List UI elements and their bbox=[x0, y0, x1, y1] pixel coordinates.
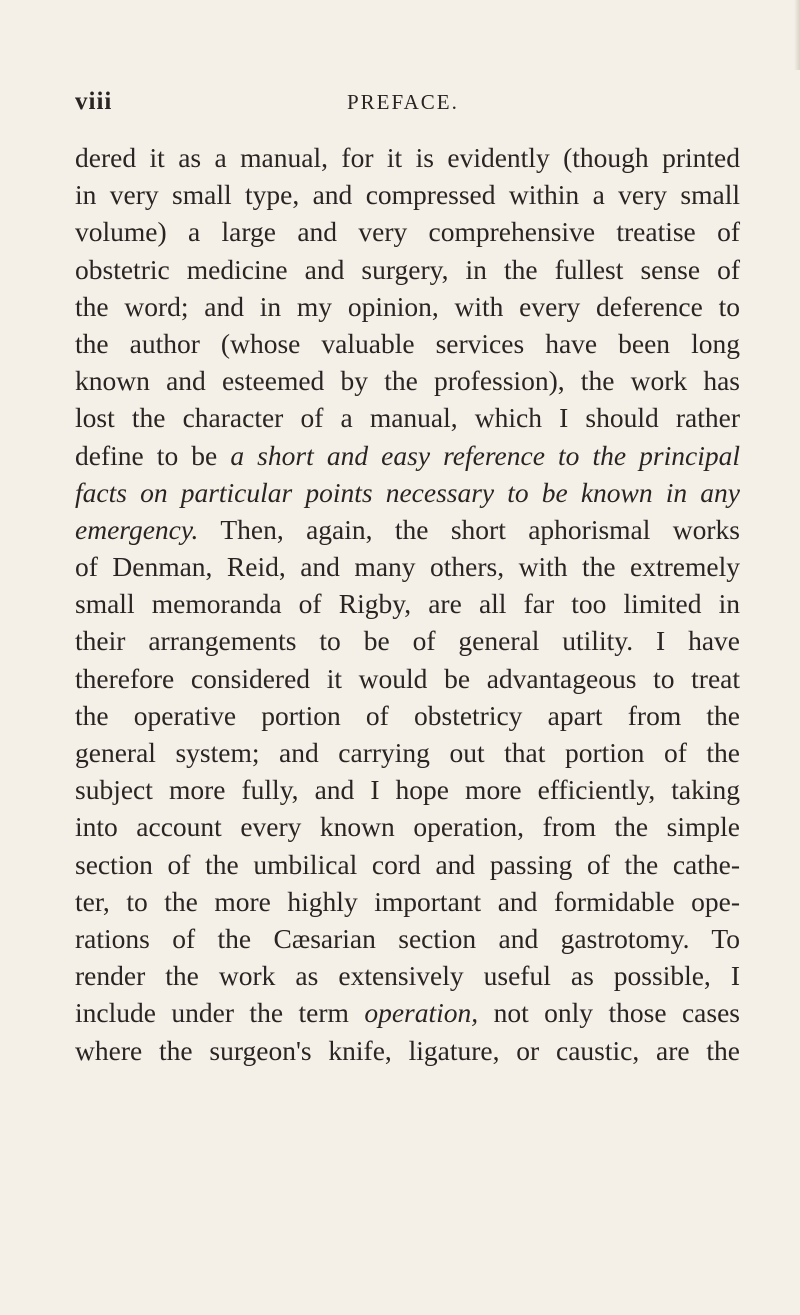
text-segment: the word; and in my opinion, with every deference to bbox=[75, 290, 740, 322]
text-line bbox=[75, 771, 740, 808]
text-line bbox=[75, 697, 740, 734]
italic-text: operation, bbox=[364, 997, 479, 1029]
text-segment: general system; and carrying out that portion of the bbox=[75, 737, 740, 768]
text-line bbox=[75, 622, 740, 659]
text-segment: not only those cases bbox=[478, 997, 740, 1029]
italic-text: a short and easy reference to the principal bbox=[230, 439, 740, 471]
text-segment: ter, to the more highly important and formidable ope- bbox=[75, 885, 740, 917]
text-segment: section of the umbilical cord and passing of the cathe- bbox=[75, 848, 740, 880]
text-line bbox=[75, 957, 740, 994]
text-line bbox=[75, 474, 740, 511]
text-line bbox=[75, 660, 740, 697]
text-segment: of Denman, Reid, and many others, with the extremely bbox=[75, 551, 740, 583]
text-segment: include under the term bbox=[75, 997, 365, 1029]
text-segment: volume) a large and very comprehensive treatise of bbox=[75, 216, 740, 248]
text-line bbox=[75, 1032, 740, 1069]
text-line bbox=[75, 994, 740, 1031]
body-text bbox=[75, 139, 740, 1069]
text-segment: therefore considered it would be advantageous to treat bbox=[75, 662, 740, 694]
text-segment: the author (whose valuable services have been long bbox=[75, 327, 740, 359]
text-line bbox=[75, 548, 740, 585]
text-line bbox=[75, 213, 740, 250]
text-line bbox=[75, 511, 740, 548]
text-line bbox=[75, 585, 740, 622]
page-number: viii bbox=[75, 88, 113, 115]
text-segment: rations of the Cæsarian section and gastrotomy. To bbox=[75, 922, 740, 954]
text-segment: known and esteemed by the profession), the work has bbox=[75, 365, 740, 397]
text-line bbox=[75, 734, 740, 771]
italic-text: facts on particular points necessary to be known in any bbox=[75, 476, 740, 508]
text-line bbox=[75, 399, 740, 436]
text-segment: where the surgeon's knife, ligature, or caustic, are the bbox=[75, 1034, 740, 1066]
text-segment: into account every known operation, from the simple bbox=[75, 811, 740, 843]
text-line bbox=[75, 251, 740, 288]
text-line bbox=[75, 883, 740, 920]
text-line bbox=[75, 846, 740, 883]
text-segment: in very small type, and compressed within a very small bbox=[75, 179, 740, 211]
text-line bbox=[75, 808, 740, 845]
text-segment: define to be bbox=[75, 439, 231, 471]
italic-text: emergency. bbox=[75, 513, 199, 545]
running-title: PREFACE. bbox=[347, 90, 459, 114]
text-line bbox=[75, 176, 740, 213]
text-line bbox=[75, 437, 740, 474]
text-segment: lost the character of a manual, which I should rather bbox=[75, 402, 740, 434]
text-segment: render the work as extensively useful as possible, I bbox=[75, 960, 740, 992]
text-line bbox=[75, 920, 740, 957]
text-line bbox=[75, 139, 740, 176]
text-line bbox=[75, 362, 740, 399]
page-edge bbox=[794, 0, 800, 70]
text-segment: dered it as a manual, for it is evidently (though printed bbox=[75, 142, 740, 173]
text-line bbox=[75, 325, 740, 362]
text-segment: subject more fully, and I hope more efficiently, taking bbox=[75, 774, 740, 806]
running-head bbox=[75, 88, 745, 118]
text-segment: their arrangements to be of general utility. I have bbox=[75, 625, 740, 657]
text-segment: the operative portion of obstetricy apart from the bbox=[75, 699, 740, 731]
text-line bbox=[75, 288, 740, 325]
text-segment: obstetric medicine and surgery, in the fullest sense of bbox=[75, 253, 740, 285]
text-segment: small memoranda of Rigby, are all far too limited in bbox=[75, 588, 740, 620]
text-segment: Then, again, the short aphorismal works bbox=[198, 513, 740, 545]
